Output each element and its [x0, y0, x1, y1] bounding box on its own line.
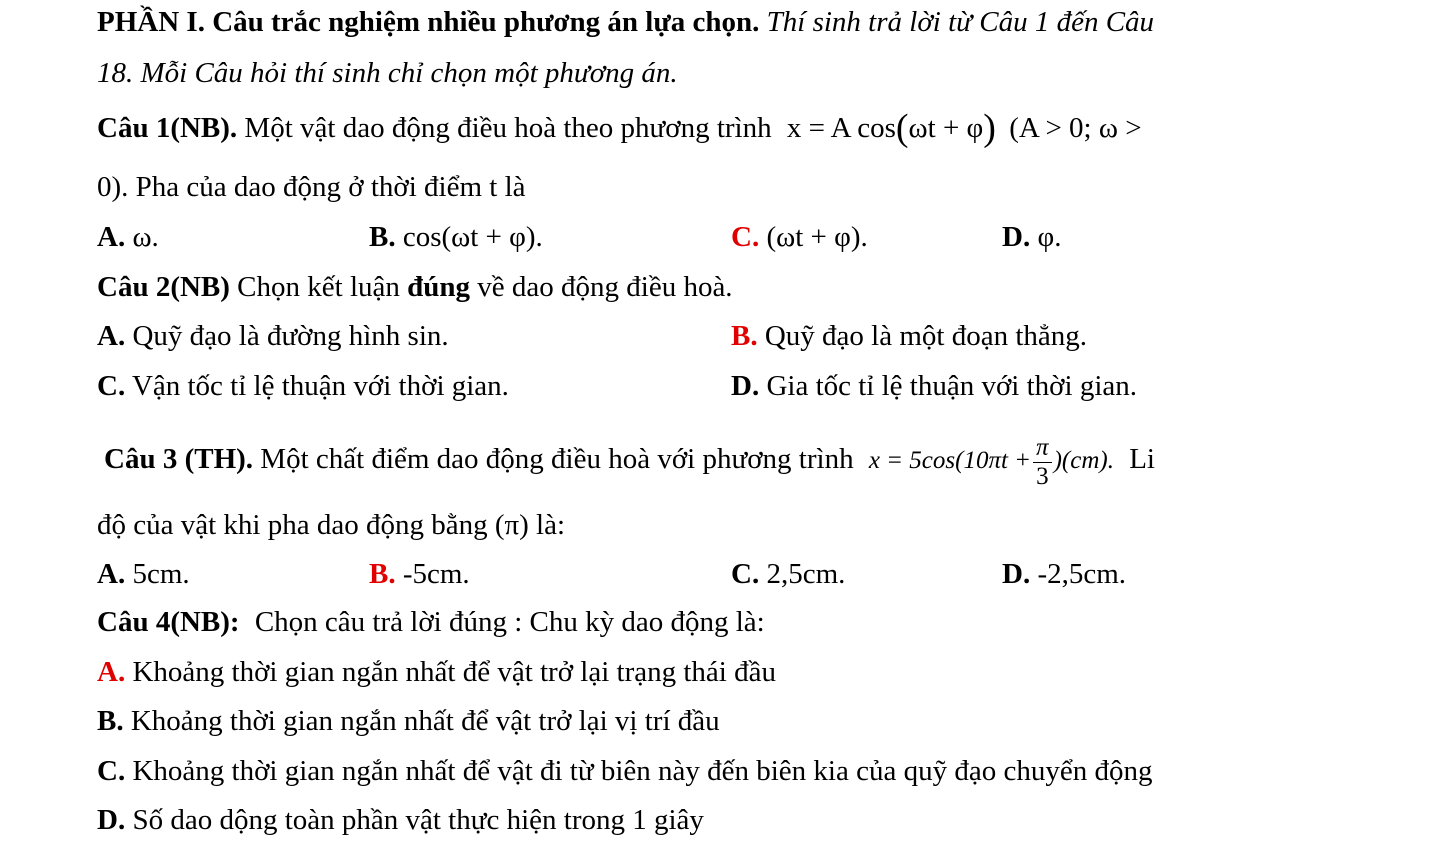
q3-frac-den: 3 [1036, 463, 1049, 490]
q3-fraction [1033, 434, 1052, 491]
option-label: B. [731, 320, 758, 352]
q4-option-b[interactable] [97, 703, 720, 739]
part-title: PHẦN I. Câu trắc nghiệm nhiều phương án lựa chọn. [97, 6, 760, 38]
option-label: B. [369, 558, 396, 590]
q3-option-d[interactable] [1002, 556, 1126, 592]
q1-label: Câu 1(NB). [97, 112, 238, 144]
q4-option-a[interactable] [97, 654, 776, 690]
option-label: A. [97, 558, 126, 590]
option-text: Khoảng thời gian ngắn nhất để vật đi từ biên này đến biên kia của quỹ đạo chuyển động [132, 755, 1153, 787]
q2-stem [97, 269, 733, 305]
option-text: 5cm. [132, 558, 190, 590]
q4-label: Câu 4(NB): [97, 606, 240, 638]
option-label: B. [97, 705, 124, 737]
option-text: ω. [132, 221, 159, 253]
q2-text-bold: đúng [407, 271, 471, 303]
option-text: -2,5cm. [1037, 558, 1127, 590]
option-label: A. [97, 221, 126, 253]
option-label: A. [97, 656, 126, 688]
q3-eq-post: )(cm). [1053, 447, 1114, 475]
option-label: C. [97, 370, 126, 402]
q3-eq-pre: x = 5cos(10πt + [868, 447, 1032, 475]
part-instruction: Thí sinh trả lời từ Câu 1 đến Câu [766, 6, 1155, 38]
q3-text-tail: Li [1129, 443, 1155, 476]
option-text: Khoảng thời gian ngắn nhất để vật trở lại vị trí đầu [130, 705, 720, 737]
q1-eq-open: ( [895, 107, 909, 149]
option-label: D. [1002, 221, 1031, 253]
q1-stem-line-1 [97, 107, 1142, 149]
q4-stem [97, 604, 765, 640]
option-text: Gia tốc tỉ lệ thuận với thời gian. [766, 370, 1137, 402]
part-header-line-1 [97, 4, 1154, 40]
q1-condition: (A > 0; ω > [1009, 112, 1142, 144]
q4-text: Chọn câu trả lời đúng : Chu kỳ dao động là: [254, 606, 765, 638]
option-label: A. [97, 320, 126, 352]
q3-option-b[interactable] [369, 556, 470, 592]
q2-label: Câu 2(NB) [97, 271, 230, 303]
option-label: B. [369, 221, 396, 253]
q1-option-b[interactable] [369, 219, 543, 255]
option-label: C. [731, 558, 760, 590]
q2-option-b[interactable] [731, 318, 1087, 354]
q1-eq-inner: ωt + φ [908, 112, 984, 144]
option-label: C. [731, 221, 760, 253]
q3-option-c[interactable] [731, 556, 845, 592]
q2-text-a: Chọn kết luận [237, 271, 400, 303]
q2-option-c[interactable] [97, 368, 509, 404]
q2-text-b: về dao động điều hoà. [477, 271, 733, 303]
option-text: (ωt + φ). [766, 221, 868, 253]
option-label: D. [731, 370, 760, 402]
q1-eq-close: ) [983, 107, 996, 149]
q3-stem-line-2: độ của vật khi pha dao động bằng (π) là: [97, 509, 566, 541]
q1-stem-line-2: 0). Pha của dao động ở thời điểm t là [97, 171, 526, 203]
q1-option-a[interactable] [97, 219, 159, 255]
q1-eq-lhs: x = A cos [786, 112, 896, 144]
q3-text: Một chất điểm dao động điều hoà với phương trình [260, 443, 854, 476]
option-text: Khoảng thời gian ngắn nhất để vật trở lại trạng thái đầu [132, 656, 776, 688]
option-text: Quỹ đạo là một đoạn thẳng. [764, 320, 1088, 352]
option-label: D. [97, 804, 126, 836]
q2-option-d[interactable] [731, 368, 1137, 404]
option-text: φ. [1037, 221, 1062, 253]
option-text: Số dao dộng toàn phần vật thực hiện trong 1 giây [132, 804, 704, 836]
q4-option-d[interactable] [97, 802, 704, 838]
option-text: -5cm. [402, 558, 470, 590]
q3-stem-line-1 [104, 434, 1155, 491]
option-text: Vận tốc tỉ lệ thuận với thời gian. [131, 370, 509, 402]
option-text: cos(ωt + φ). [402, 221, 543, 253]
q3-label: Câu 3 (TH). [104, 443, 254, 476]
option-text: Quỹ đạo là đường hình sin. [132, 320, 449, 352]
q3-equation [868, 434, 1114, 490]
option-label: D. [1002, 558, 1031, 590]
q1-option-d[interactable] [1002, 219, 1061, 255]
q1-equation [786, 107, 996, 149]
q3-option-a[interactable] [97, 556, 190, 592]
q1-text: Một vật dao động điều hoà theo phương trình [244, 112, 772, 144]
q2-option-a[interactable] [97, 318, 449, 354]
option-label: C. [97, 755, 126, 787]
part-header-line-2: 18. Mỗi Câu hỏi thí sinh chỉ chọn một phương án. [97, 57, 678, 89]
q3-frac-num: π [1033, 434, 1052, 463]
q4-option-c[interactable] [97, 753, 1152, 789]
q1-option-c[interactable] [731, 219, 868, 255]
option-text: 2,5cm. [766, 558, 846, 590]
